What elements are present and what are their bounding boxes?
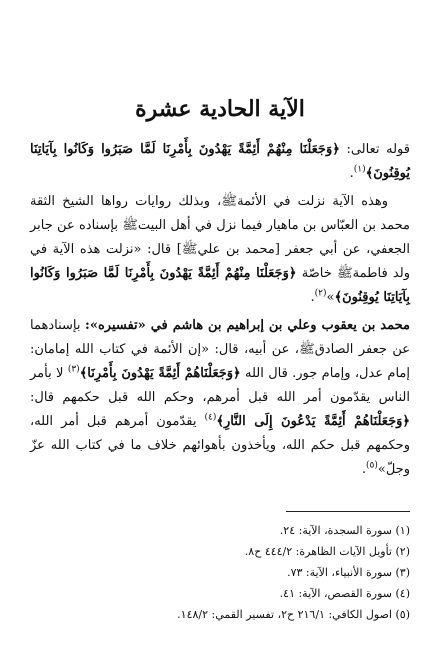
footnote-3: (٣) سورة الأنبياء، الآية: ٧٣. <box>287 566 410 579</box>
quran-verse-2: ﴿وَجَعَلْنَا مِنْهُمْ أَئِمَّةً يَهْدُونَ بِأَمْرِنَا لَمَّا صَبَرُوا وَكَانُوا بِآيَاتِنَا يُوقِنُونَ﴾ <box>30 266 410 306</box>
paragraph-2-text: وهذه الآية نزلت في الأئمةﷺ، وبذلك روايات رواها الشيخ الثقة محمد بن العبّاس بن ماهيار فيما نزل في أهل البيتﷺ بإسناده عن جابر الجعفي، عن أبي جعفر [محمد بن عليﷺ] قال: «نزلت هذه الآية في ولد فاطمةﷺ خاصّة <box>30 194 410 282</box>
footnote-5: (٥) اصول الكافي: ٢١٦/١ ح٢، تفسير القمي: ١٤٨/٢. <box>177 608 410 621</box>
paragraph-2-close: » <box>326 290 335 306</box>
paragraph-1-end: . <box>349 166 354 182</box>
paragraph-3-tail: . <box>361 462 366 478</box>
section-heading: الآية الحادية عشرة <box>135 96 305 122</box>
paragraph-3 <box>30 314 410 482</box>
footnote-4: (٤) سورة القصص، الآية: ٤١. <box>279 587 410 600</box>
quran-verse-3: ﴿وَجَعَلْنَاهُمْ أَئِمَّةً يَهْدُونَ بِأَمْرِنَا﴾ <box>79 366 241 382</box>
footnote-separator <box>286 511 410 512</box>
paragraph-3-lead: محمد بن يعقوب وعلي بن إبراهيم بن هاشم في «تفسيره»: <box>85 318 410 334</box>
footnote-ref-5: (٥) <box>366 461 378 472</box>
paragraph-1 <box>30 138 410 186</box>
footnote-ref-2: (٢) <box>314 289 327 300</box>
paragraph-1-intro: قوله تعالى: <box>339 142 410 158</box>
paragraph-3-text-2: لا بأمر الناس يقدّمون أمر الله قبل أمرهم، وحكم الله قبل حكمهم قال: <box>30 366 410 406</box>
paragraph-2 <box>30 190 410 310</box>
footnote-2: (٢) تأويل الآيات الظاهرة: ٤٤٤/٢ ح٨. <box>244 545 410 558</box>
footnote-ref-1: (١) <box>353 165 366 176</box>
quran-verse-1: ﴿وَجَعَلْنَا مِنْهُمْ أَئِمَّةً يَهْدُونَ بِأَمْرِنَا لَمَّا صَبَرُوا وَكَانُوا بِآيَاتِنَا يُوقِنُونَ﴾ <box>30 142 410 182</box>
footnote-ref-3: (٣) <box>67 365 80 376</box>
footnotes-list <box>30 520 410 625</box>
paragraph-3-text-3: يقدّمون أمرهم قبل أمر الله، وحكمهم قبل حكم الله، ويأخذون بأهوائهم خلاف ما في كتاب الله عزّ وجلّ» <box>30 414 410 478</box>
quran-verse-4: ﴿وَجَعَلْنَاهُمْ أَئِمَّةً يَدْعُونَ إِلَى النَّارِ﴾ <box>216 414 411 430</box>
paragraph-2-tail: . <box>310 290 315 306</box>
paragraph-3-text-1: بإسنادهما عن جعفر الصادقﷺ، عن أبيه، قال: «إن الأئمة في كتاب الله إمامان: إمام عدل، وإمام جور. قال الله <box>30 318 410 382</box>
footnote-1: (١) سورة السجدة، الآية: ٢٤. <box>279 524 410 537</box>
footnote-ref-4: (٤) <box>204 413 217 424</box>
